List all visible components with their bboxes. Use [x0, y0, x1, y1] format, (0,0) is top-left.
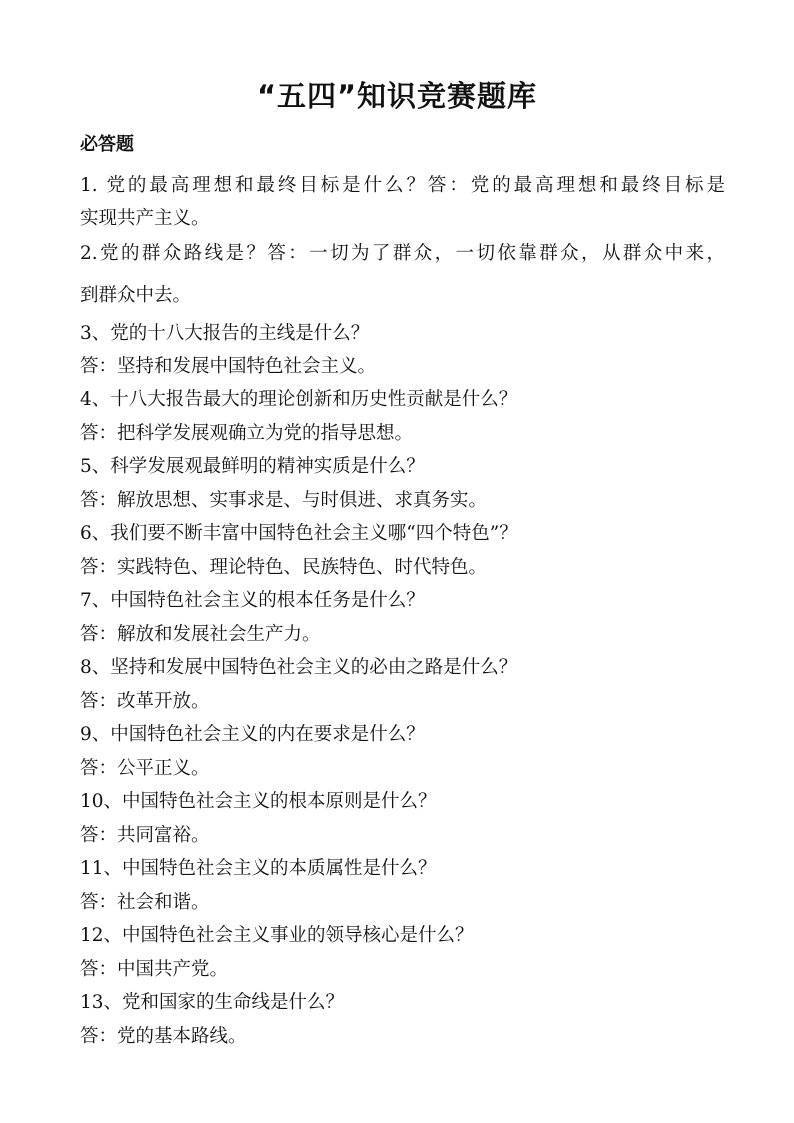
text-line: 12、中国特色社会主义事业的领导核心是什么？: [80, 925, 474, 946]
text-line: 答：解放思想、实事求是、与时俱进、求真务实。: [80, 490, 488, 511]
text-line: 11、中国特色社会主义的本质属性是什么？: [80, 858, 437, 879]
text-line: 答：公平正义。: [80, 758, 210, 779]
text-line: 9、中国特色社会主义的内在要求是什么？: [80, 724, 425, 745]
text-line: 答：社会和谐。: [80, 892, 210, 913]
text-line: 答：坚持和发展中国特色社会主义。: [80, 356, 377, 377]
text-line: 1. 党的最高理想和最终目标是什么？答：党的最高理想和最终目标是: [80, 175, 725, 196]
text-line: 答：解放和发展社会生产力。: [80, 624, 321, 645]
text-line: 答：改革开放。: [80, 691, 210, 712]
text-line: 8、坚持和发展中国特色社会主义的必由之路是什么？: [80, 657, 518, 678]
page-title: “五四”知识竞赛题库: [256, 79, 538, 113]
text-line: 到群众中去。: [80, 285, 192, 306]
text-line: 答：共同富裕。: [80, 825, 210, 846]
section-heading: 必答题: [80, 134, 134, 155]
text-line: 答：把科学发展观确立为党的指导思想。: [80, 423, 414, 444]
text-line: 实现共产主义。: [80, 208, 210, 229]
text-line: 4、十八大报告最大的理论创新和历史性贡献是什么？: [80, 389, 518, 410]
text-line: 答：党的基本路线。: [80, 1026, 247, 1047]
text-line: 5、科学发展观最鲜明的精神实质是什么？: [80, 456, 425, 477]
text-line: 10、中国特色社会主义的根本原则是什么？: [80, 791, 437, 812]
text-line: 答：中国共产党。: [80, 959, 229, 980]
text-line: 答：实践特色、理论特色、民族特色、时代特色。: [80, 557, 488, 578]
text-line: 7、中国特色社会主义的根本任务是什么？: [80, 590, 425, 611]
text-line: 2.党的群众路线是？答：一切为了群众，一切依靠群众，从群众中来，: [80, 243, 725, 264]
text-line: 3、党的十八大报告的主线是什么？: [80, 323, 370, 344]
text-line: 6、我们要不断丰富中国特色社会主义哪“四个特色”？: [80, 523, 518, 544]
text-line: 13、党和国家的生命线是什么？: [80, 992, 345, 1013]
